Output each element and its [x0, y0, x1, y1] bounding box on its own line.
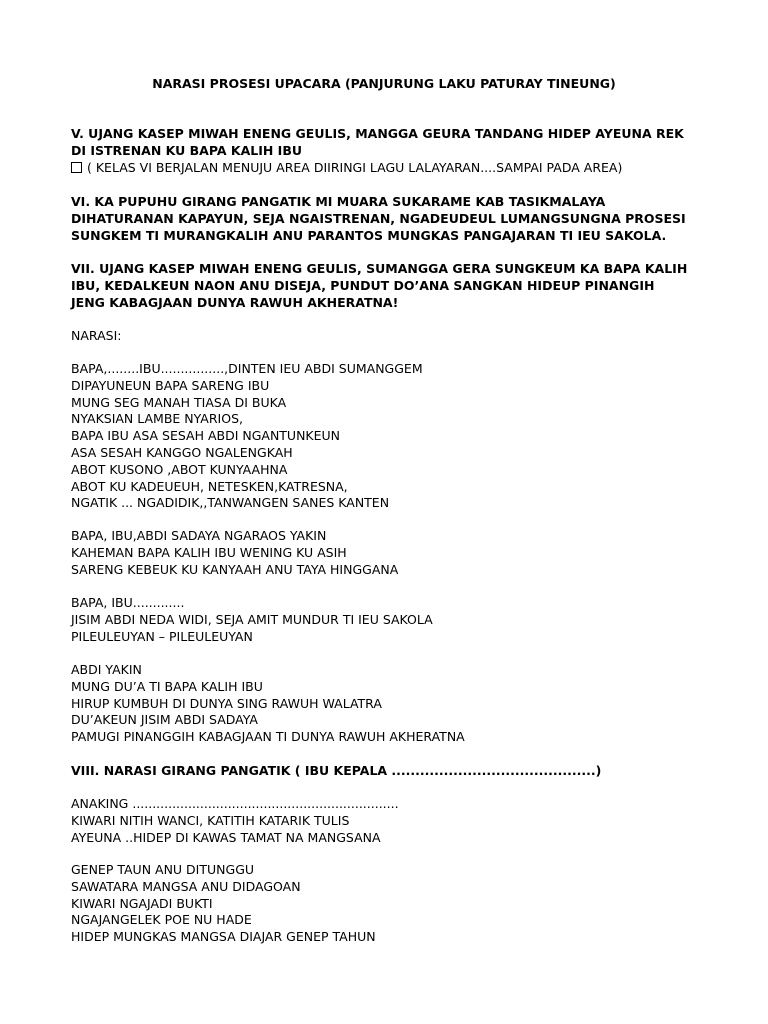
- stanza-line: DU’AKEUN JISIM ABDI SADAYA: [71, 712, 258, 728]
- section-vi: [71, 194, 711, 244]
- stanza-line: BAPA, IBU.............: [71, 595, 185, 610]
- stanza-line: ABDI YAKIN: [71, 662, 142, 677]
- stanza-3: [71, 595, 711, 645]
- section-v-note: [71, 160, 711, 177]
- stanza-line: BAPA IBU ASA SESAH ABDI NGANTUNKEUN: [71, 428, 341, 444]
- section-vii-line: VII. UJANG KASEP MIWAH ENENG GEULIS, SUMANGGA GERA SUNGKEUM KA BAPA KALIH: [71, 261, 688, 276]
- stanza-line: HIDEP MUNGKAS MANGSA DIAJAR GENEP TAHUN: [71, 929, 376, 945]
- stanza-line: DIPAYUNEUN BAPA SARENG IBU: [71, 377, 270, 393]
- section-vii: [71, 261, 711, 311]
- stanza-line: KIWARI NGAJADI BUKTI: [71, 895, 213, 911]
- stanza-line: BAPA, IBU,ABDI SADAYA NGARAOS YAKIN: [71, 528, 327, 543]
- stanza-line: AYEUNA ..HIDEP DI KAWAS TAMAT NA MANGSANA: [71, 829, 381, 845]
- stanza-4: [71, 662, 711, 746]
- stanza-6: [71, 862, 711, 946]
- section-v-line: DI ISTRENAN KU BAPA KALIH IBU: [71, 142, 302, 158]
- stanza-line: PAMUGI PINANGGIH KABAGJAAN TI DUNYA RAWUH AKHERATNA: [71, 729, 465, 745]
- section-viii: [71, 763, 711, 780]
- section-vii-line: JENG KABAGJAAN DUNYA RAWUH AKHERATNA!: [71, 294, 399, 310]
- stanza-line: SAWATARA MANGSA ANU DIDAGOAN: [71, 878, 301, 894]
- stanza-line: JISIM ABDI NEDA WIDI, SEJA AMIT MUNDUR TI IEU SAKOLA: [71, 611, 433, 627]
- stanza-line: MUNG DU’A TI BAPA KALIH IBU: [71, 678, 263, 694]
- stanza-line: KIWARI NITIH WANCI, KATITIH KATARIK TULIS: [71, 812, 350, 828]
- stanza-line: ABOT KUSONO ,ABOT KUNYAAHNA: [71, 461, 288, 477]
- stanza-1: [71, 361, 711, 512]
- stanza-line: NYAKSIAN LAMBE NYARIOS,: [71, 411, 243, 427]
- stanza-line: NGAJANGELEK POE NU HADE: [71, 912, 252, 928]
- checkbox-icon: [71, 162, 82, 173]
- stanza-line: PILEULEUYAN – PILEULEUYAN: [71, 628, 253, 644]
- section-vi-line: DIHATURANAN KAPAYUN, SEJA NGAISTRENAN, NGADEUDEUL LUMANGSUNGNA PROSESI: [71, 210, 686, 226]
- section-v-line: V. UJANG KASEP MIWAH ENENG GEULIS, MANGGA GEURA TANDANG HIDEP AYEUNA REK: [71, 126, 684, 141]
- stanza-line: MUNG SEG MANAH TIASA DI BUKA: [71, 394, 287, 410]
- stanza-line: ASA SESAH KANGGO NGALENGKAH: [71, 444, 293, 460]
- stanza-line: ANAKING ...................................................................: [71, 796, 399, 811]
- stanza-line: GENEP TAUN ANU DITUNGGU: [71, 862, 255, 877]
- stanza-line: BAPA,........IBU................,DINTEN IEU ABDI SUMANGGEM: [71, 361, 423, 376]
- narasi-label-text: NARASI:: [71, 328, 122, 343]
- section-v: [71, 126, 711, 160]
- stanza-line: SARENG KEBEUK KU KANYAAH ANU TAYA HINGGANA: [71, 561, 399, 577]
- stanza-line: HIRUP KUMBUH DI DUNYA SING RAWUH WALATRA: [71, 695, 382, 711]
- page-title: NARASI PROSESI UPACARA (PANJURUNG LAKU PATURAY TINEUNG): [152, 76, 616, 91]
- section-v-note-text: ( KELAS VI BERJALAN MENUJU AREA DIIRINGI LAGU LALAYARAN....SAMPAI PADA AREA): [87, 160, 623, 175]
- narasi-label: [71, 328, 711, 345]
- section-vi-line: VI. KA PUPUHU GIRANG PANGATIK MI MUARA SUKARAME KAB TASIKMALAYA: [71, 194, 606, 209]
- stanza-2: [71, 528, 711, 578]
- stanza-line: KAHEMAN BAPA KALIH IBU WENING KU ASIH: [71, 544, 347, 560]
- stanza-line: NGATIK ... NGADIDIK,,TANWANGEN SANES KANTEN: [71, 495, 390, 511]
- stanza-line: ABOT KU KADEUEUH, NETESKEN,KATRESNA,: [71, 478, 348, 494]
- section-vii-line: IBU, KEDALKEUN NAON ANU DISEJA, PUNDUT DO’ANA SANGKAN HIDEUP PINANGIH: [71, 277, 655, 293]
- stanza-5: [71, 796, 711, 846]
- section-vi-line: SUNGKEM TI MURANGKALIH ANU PARANTOS MUNGKAS PANGAJARAN TI IEU SAKOLA.: [71, 227, 667, 243]
- section-viii-line: VIII. NARASI GIRANG PANGATIK ( IBU KEPALA ...........................................): [71, 763, 602, 778]
